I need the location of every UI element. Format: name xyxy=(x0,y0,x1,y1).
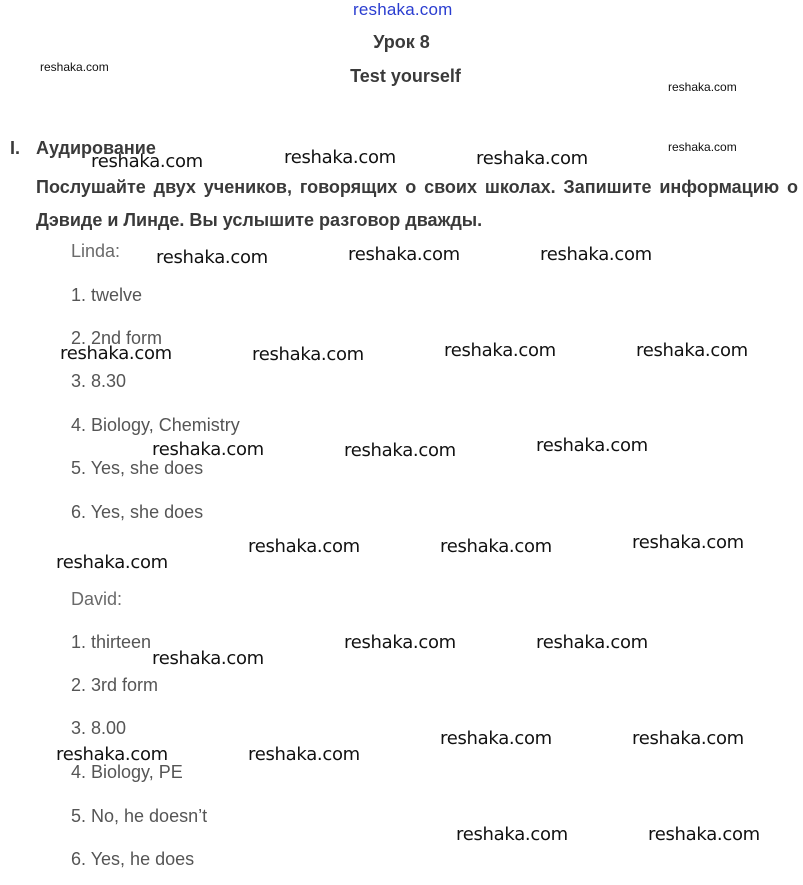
watermark: reshaka.com xyxy=(248,536,360,557)
watermark: reshaka.com xyxy=(152,648,264,669)
david-answer-2: 2. 3rd form xyxy=(71,675,159,695)
watermark: reshaka.com xyxy=(284,147,396,168)
david-answer-3: 3. 8.00 xyxy=(71,718,127,738)
section-instruction: Послушайте двух учеников, говорящих о своих школах. Запишите информацию о Дэвиде и Линде. Вы услышите разговор дважды. xyxy=(36,177,798,230)
linda-label: Linda: xyxy=(71,241,121,261)
linda-answer-3: 3. 8.30 xyxy=(71,371,127,391)
watermark: reshaka.com xyxy=(444,340,556,361)
watermark: reshaka.com xyxy=(344,632,456,653)
lesson-title: Урок 8 xyxy=(373,32,430,52)
watermark: reshaka.com xyxy=(668,140,737,154)
watermark: reshaka.com xyxy=(348,244,460,265)
watermark: reshaka.com xyxy=(536,435,648,456)
watermark: reshaka.com xyxy=(91,151,203,172)
watermark: reshaka.com xyxy=(56,552,168,573)
watermark: reshaka.com xyxy=(648,824,760,845)
david-label: David: xyxy=(71,589,123,609)
watermark: reshaka.com xyxy=(40,60,109,74)
watermark: reshaka.com xyxy=(56,744,168,765)
watermark: reshaka.com xyxy=(540,244,652,265)
david-answer-1: 1. thirteen xyxy=(71,632,152,652)
section-heading: Аудирование xyxy=(36,138,156,158)
watermark: reshaka.com xyxy=(632,728,744,749)
david-answer-5: 5. No, he doesn’t xyxy=(71,806,208,826)
watermark: reshaka.com xyxy=(440,728,552,749)
linda-answer-1: 1. twelve xyxy=(71,285,143,305)
site-header-link[interactable]: reshaka.com xyxy=(353,0,453,19)
watermark: reshaka.com xyxy=(668,80,737,94)
linda-answer-6: 6. Yes, she does xyxy=(71,502,204,522)
watermark: reshaka.com xyxy=(476,148,588,169)
watermark: reshaka.com xyxy=(456,824,568,845)
watermark: reshaka.com xyxy=(60,343,172,364)
watermark: reshaka.com xyxy=(344,440,456,461)
linda-answer-5: 5. Yes, she does xyxy=(71,458,204,478)
section-number: I. xyxy=(10,138,21,158)
david-answer-4: 4. Biology, PE xyxy=(71,762,183,782)
watermark: reshaka.com xyxy=(248,744,360,765)
linda-answer-2: 2. 2nd form xyxy=(71,328,163,348)
lesson-subtitle: Test yourself xyxy=(350,66,461,86)
watermark: reshaka.com xyxy=(636,340,748,361)
watermark: reshaka.com xyxy=(252,344,364,365)
watermark: reshaka.com xyxy=(156,247,268,268)
linda-answer-4: 4. Biology, Chemistry xyxy=(71,415,240,435)
watermark: reshaka.com xyxy=(536,632,648,653)
watermark: reshaka.com xyxy=(440,536,552,557)
watermark: reshaka.com xyxy=(152,439,264,460)
david-answer-6: 6. Yes, he does xyxy=(71,849,195,869)
watermark: reshaka.com xyxy=(632,532,744,553)
